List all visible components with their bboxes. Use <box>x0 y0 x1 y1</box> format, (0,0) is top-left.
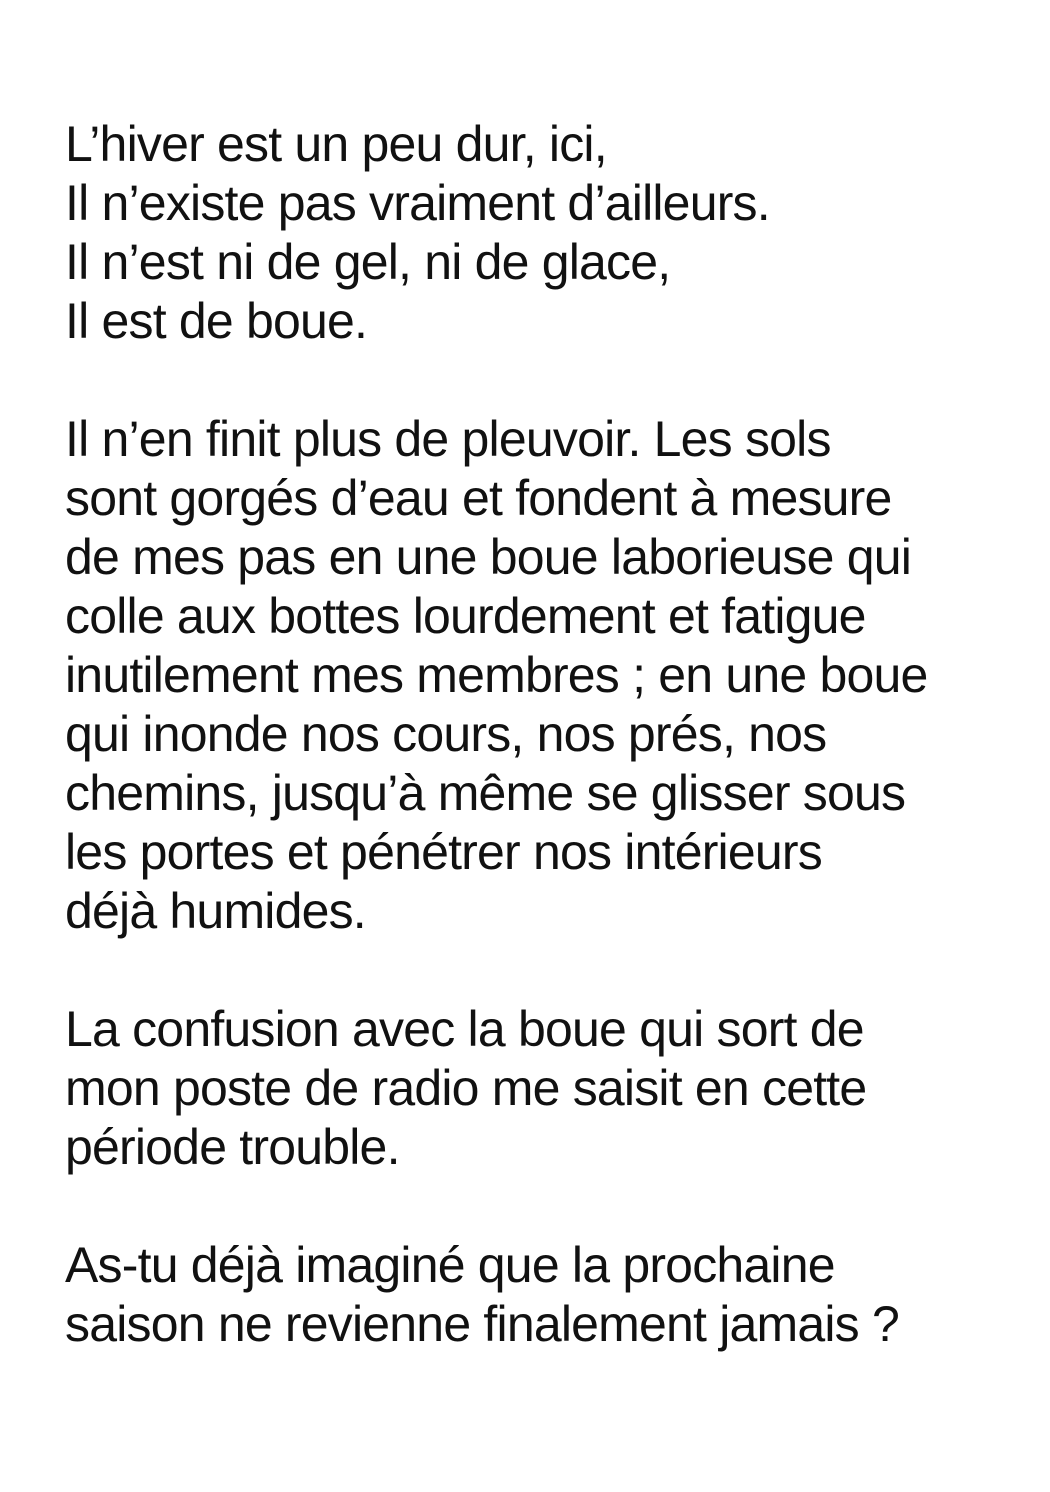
paragraph-4 <box>65 1236 1010 1354</box>
text-line: les portes et pénétrer nos intérieurs <box>65 824 822 880</box>
text-line: saison ne revienne finalement jamais ? <box>65 1296 899 1352</box>
text-line: L’hiver est un peu dur, ici, <box>65 116 607 172</box>
text-line: sont gorgés d’eau et fondent à mesure <box>65 470 892 526</box>
text-line: Il n’est ni de gel, ni de glace, <box>65 234 671 290</box>
text-line: Il n’en finit plus de pleuvoir. Les sols <box>65 411 831 467</box>
text-line: Il n’existe pas vraiment d’ailleurs. <box>65 175 770 231</box>
paragraph-1 <box>65 115 1010 351</box>
text-line: période trouble. <box>65 1119 400 1175</box>
text-line: déjà humides. <box>65 883 366 939</box>
paragraph-2 <box>65 410 1010 941</box>
text-line: mon poste de radio me saisit en cette <box>65 1060 867 1116</box>
text-line: de mes pas en une boue laborieuse qui <box>65 529 912 585</box>
text-line: Il est de boue. <box>65 293 368 349</box>
text-line: La confusion avec la boue qui sort de <box>65 1001 864 1057</box>
text-line: chemins, jusqu’à même se glisser sous <box>65 765 906 821</box>
text-line: colle aux bottes lourdement et fatigue <box>65 588 866 644</box>
poem-text-block <box>65 115 1010 1354</box>
text-line: qui inonde nos cours, nos prés, nos <box>65 706 827 762</box>
text-line: inutilement mes membres ; en une boue <box>65 647 928 703</box>
text-line: As-tu déjà imaginé que la prochaine <box>65 1237 835 1293</box>
paragraph-3 <box>65 1000 1010 1177</box>
